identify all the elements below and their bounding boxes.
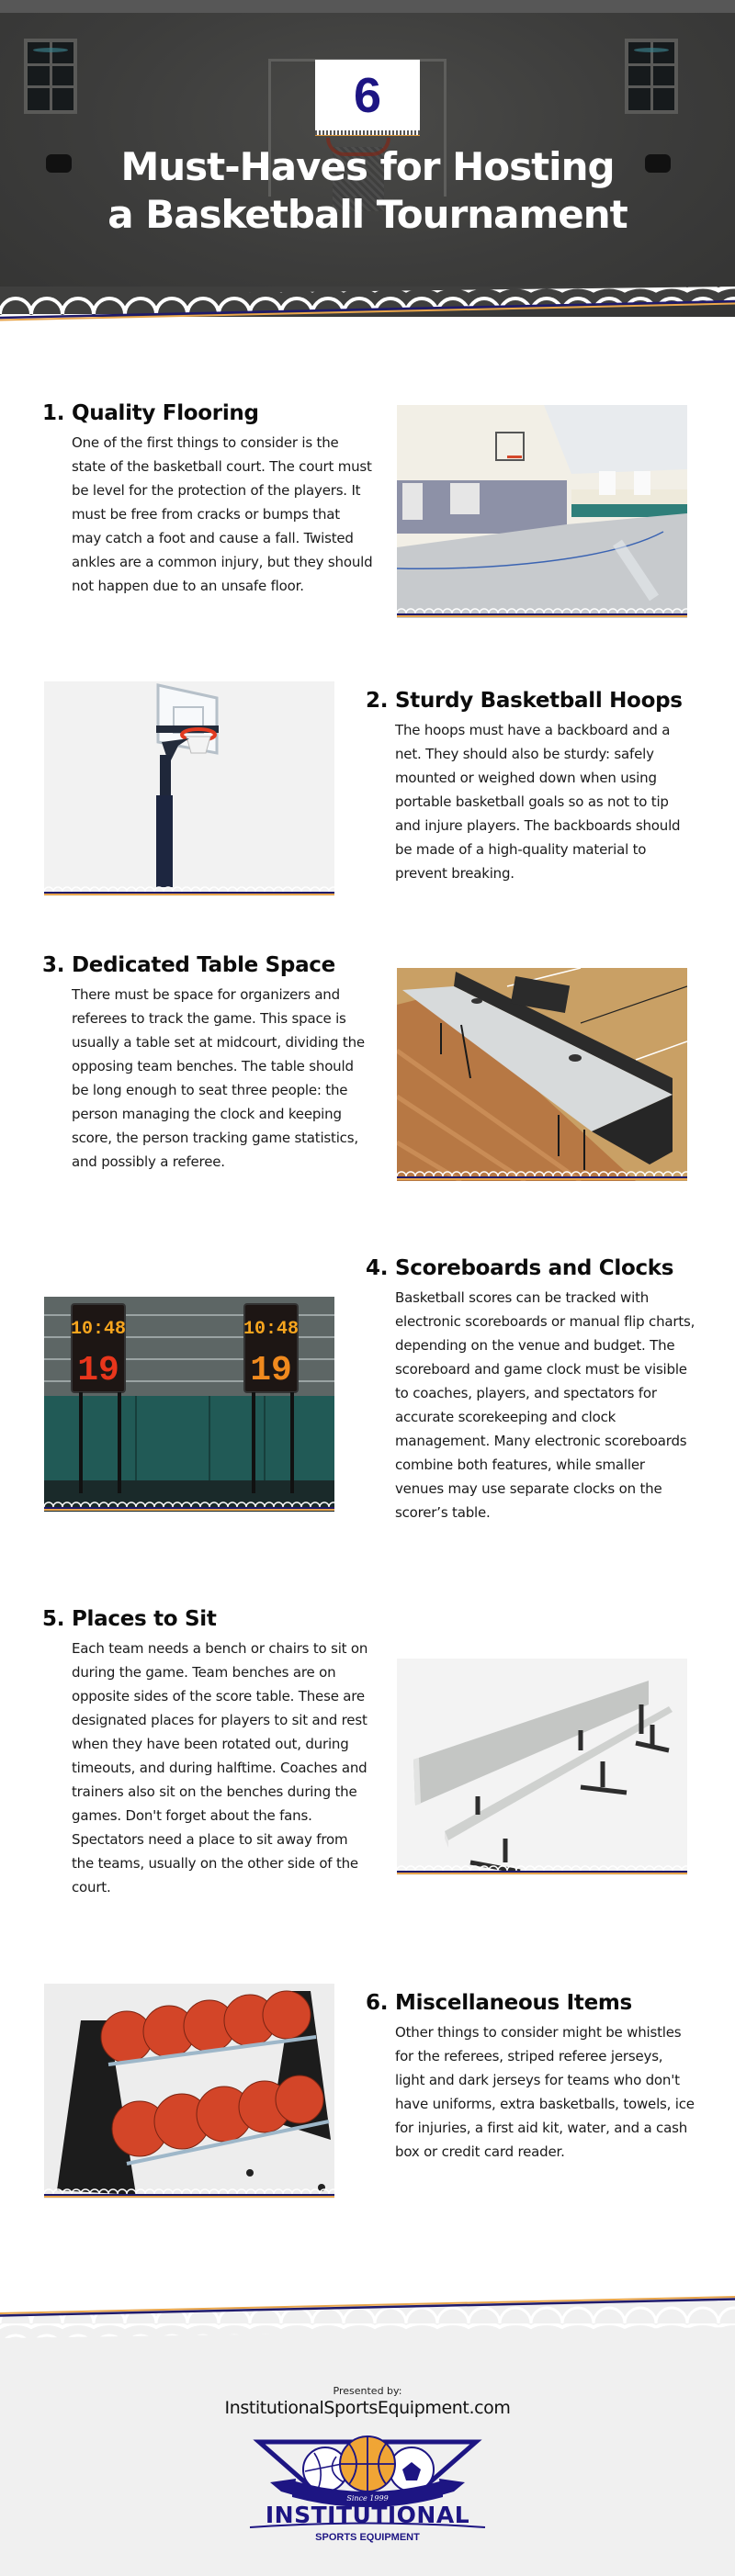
gym-window-left (24, 39, 77, 114)
photo-lace-trim (44, 882, 334, 896)
item-sturdy-hoops (366, 689, 696, 885)
item-scoreboards-clocks (366, 1256, 696, 1524)
clock-time-left: 10:48 (70, 1319, 127, 1340)
item-title: Dedicated Table Space (72, 953, 335, 977)
photo-lace-trim (397, 1861, 687, 1875)
logo-name: INSTITUTIONAL (265, 2502, 470, 2528)
shot-clock-image (44, 1297, 334, 1512)
photo-lace-trim (397, 603, 687, 618)
item-heading (366, 689, 696, 713)
item-quality-flooring (42, 401, 373, 598)
item-description: Each team needs a bench or chairs to sit on during the game. Team benches are on opposite sides of the score table. These are designated places for players to sit and rest when they have been rotated out, during timeouts, and during halftime. Coaches and trainers also sit on the benches during the games. Don't forget about the fans. Spectators need a place to sit away from the teams, usually on the other side of the court. (72, 1640, 368, 1895)
item-heading (42, 401, 373, 425)
item-title: Miscellaneous Items (395, 1991, 632, 2015)
item-description: There must be space for organizers and referees to track the game. This space is usually a table set at midcourt, dividing the opposing team benches. The table should be long enough to seat three people: the person managing the clock and keeping score, the person tracking game statistics, and possibly a referee. (72, 986, 365, 1170)
footer-lace-divider (0, 2296, 735, 2342)
gym-court-photo (397, 405, 687, 618)
page-title-line-1: Must-Haves for Hosting (120, 144, 615, 189)
item-description: One of the first things to consider is the state of the basketball court. The court must be level for the protection of the players. It must be free from cracks or bumps that may catch a foot and cause a fall. Twisted ankles are a common injury, but they should not happen due to an unsafe floor. (72, 434, 373, 594)
item-number: 4. (366, 1256, 389, 1280)
badge-lace-trim (315, 130, 420, 136)
item-heading (42, 1607, 373, 1631)
photo-lace-trim (44, 1497, 334, 1512)
logo-tagline: SPORTS EQUIPMENT (315, 2532, 420, 2543)
hero-banner (0, 0, 735, 317)
number-badge-value: 6 (353, 67, 382, 123)
item-heading (42, 953, 373, 977)
item-heading (366, 1256, 696, 1280)
item-title: Scoreboards and Clocks (395, 1256, 674, 1280)
item-places-to-sit (42, 1607, 373, 1899)
item-number: 6. (366, 1991, 389, 2015)
team-bench-image (397, 1659, 687, 1875)
hero-lace-divider (0, 287, 735, 323)
presented-by-label: Presented by: (333, 2385, 402, 2397)
item-number: 3. (42, 953, 65, 977)
item-description: Other things to consider might be whistles for the referees, striped referee jerseys, light and dark jerseys for teams who don't have uniforms, extra basketballs, towels, ice for injuries, a first aid kit, water, and a cash box or credit card reader. (395, 2024, 695, 2160)
scorer-table-image (397, 968, 687, 1181)
item-table-space (42, 953, 373, 1174)
item-description: The hoops must have a backboard and a net. They should also be sturdy: safely mounted or weighed down when using portable basketball goals so as not to tip and injure players. The backboards should be made of a high-quality material to prevent breaking. (395, 722, 681, 882)
basketball-hoop-image (44, 681, 334, 896)
item-number: 2. (366, 689, 389, 713)
team-bench-photo (397, 1659, 687, 1875)
shot-clock-right: 19 (250, 1351, 292, 1390)
item-number: 1. (42, 401, 65, 425)
hero-top-bar (0, 0, 735, 13)
item-number: 5. (42, 1607, 65, 1631)
clock-time-right: 10:48 (243, 1319, 300, 1340)
logo-since: Since 1999 (346, 2494, 389, 2503)
photo-lace-trim (397, 1166, 687, 1181)
gym-window-right (625, 39, 678, 114)
item-title: Quality Flooring (72, 401, 259, 425)
scorer-table-photo (397, 968, 687, 1181)
basketball-hoop-photo (44, 681, 334, 896)
number-badge (315, 60, 420, 136)
shot-clock-left: 19 (77, 1351, 119, 1390)
institutional-sports-equipment-logo (241, 2429, 494, 2544)
page-title (0, 143, 735, 239)
photo-lace-trim (44, 2184, 334, 2199)
ball-rack-image (44, 1984, 334, 2199)
item-miscellaneous (366, 1991, 696, 2164)
ball-rack-photo (44, 1984, 334, 2199)
website-link[interactable]: InstitutionalSportsEquipment.com (224, 2398, 511, 2418)
item-title: Places to Sit (72, 1607, 217, 1631)
page-title-line-2: a Basketball Tournament (107, 192, 628, 237)
item-title: Sturdy Basketball Hoops (395, 689, 683, 713)
item-description: Basketball scores can be tracked with electronic scoreboards or manual flip charts, depending on the venue and budget. The scoreboard and game clock must be visible to coaches, players, and spectators for accurate scorekeeping and clock management. Many electronic scoreboards combine both features, while smaller venues may use separate clocks on the scorer’s table. (395, 1289, 695, 1521)
shot-clock-photo (44, 1297, 334, 1512)
gym-court-image (397, 405, 687, 618)
item-heading (366, 1991, 696, 2015)
